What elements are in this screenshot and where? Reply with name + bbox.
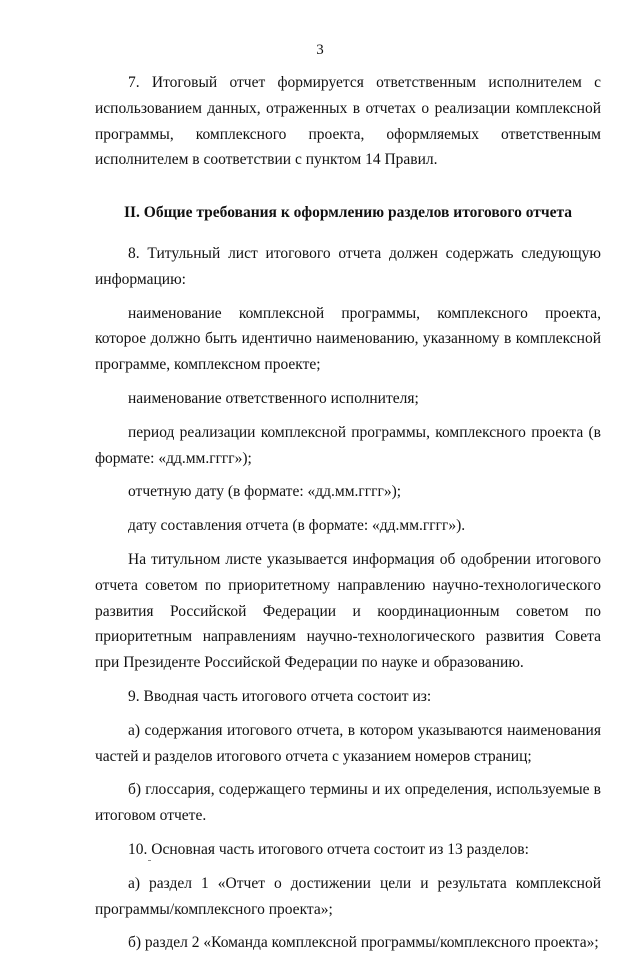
page-number: 3 (316, 42, 324, 58)
main-item-a: а) раздел 1 «Отчет о достижении цели и результата комплексной программы/комплексного проекта»; (95, 874, 601, 918)
title-item-report-date: отчетную дату (в формате: «дд.мм.гггг»); (128, 483, 402, 501)
intro-item-a: а) содержания итогового отчета, в котором указываются наименования частей и разделов итогового отчета с указанием номеров страниц; (95, 721, 601, 765)
paragraph-8: 8. Титульный лист итогового отчета должен содержать следующую информацию: (95, 244, 601, 288)
document-body (95, 70, 601, 956)
title-item-compile-date: дату составления отчета (в формате: «дд.мм.гггг»). (128, 517, 466, 535)
title-item-program-name: наименование комплексной программы, комплексного проекта, которое должно быть идентично наименованию, указанному в комплексной программе, комплексном проекте; (95, 304, 601, 374)
scan-speck (148, 860, 151, 861)
title-approval-paragraph: На титульном листе указывается информация об одобрении итогового отчета советом по приоритетному направлению научно-технологического развития Российской Федерации и координационным советом по приоритетным направлениям научно-технологического развития Совета при Президенте Российской Федерации по науке и образованию. (95, 550, 601, 672)
paragraph-9: 9. Вводная часть итогового отчета состоит из: (128, 687, 432, 705)
main-item-b: б) раздел 2 «Команда комплексной программы/комплексного проекта»; (128, 934, 599, 952)
paragraph-10: 10. Основная часть итогового отчета состоит из 13 разделов: (128, 840, 529, 858)
paragraph-7: 7. Итоговый отчет формируется ответственным исполнителем с использованием данных, отраженных в отчетах о реализации комплексной программы, комплексного проекта, оформляемых ответственным исполнителем в соответствии с пунктом 14 Правил. (95, 74, 601, 169)
title-item-period: период реализации комплексной программы, комплексного проекта (в формате: «дд.мм.гггг»); (95, 423, 601, 467)
title-item-executor: наименование ответственного исполнителя; (128, 389, 419, 407)
intro-item-b: б) глоссария, содержащего термины и их определения, используемые в итоговом отчете. (95, 781, 601, 825)
section-heading: II. Общие требования к оформлению разделов итогового отчета (123, 204, 573, 222)
